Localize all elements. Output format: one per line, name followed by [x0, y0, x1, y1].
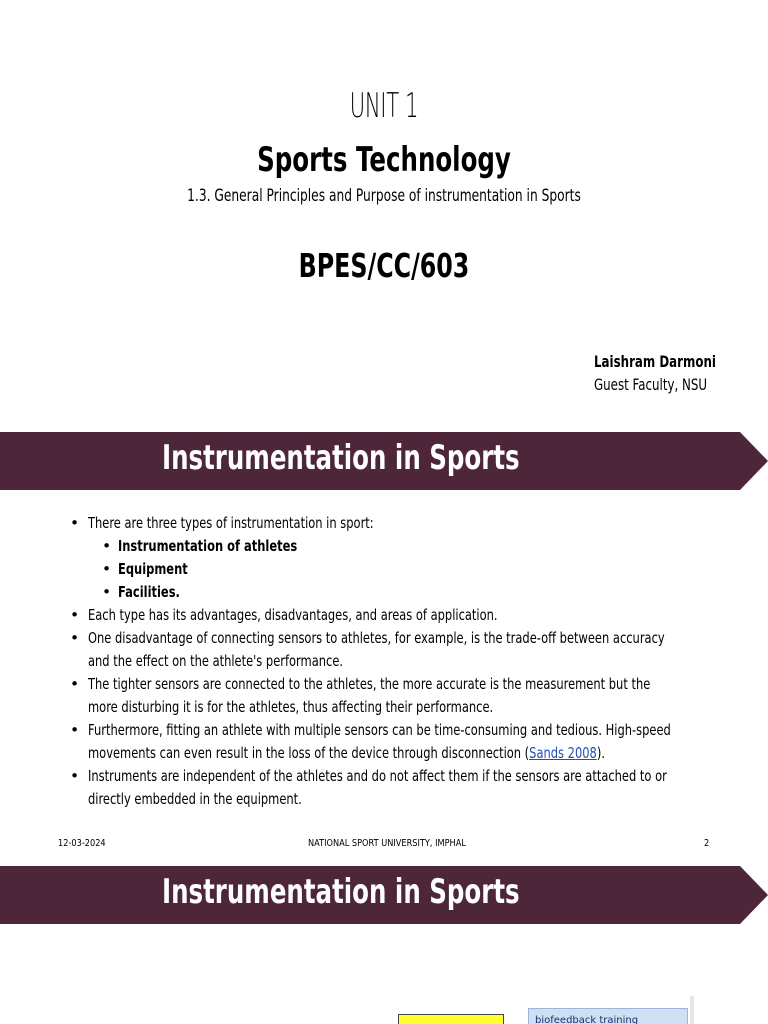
bullet-list [70, 512, 710, 811]
footer-date [58, 838, 116, 849]
diagram-label: biofeedback training [535, 1015, 639, 1024]
sub-list-item [102, 558, 710, 581]
author-name: Laishram Darmoni [594, 352, 716, 371]
banner-title: Instrumentation in Sports [162, 872, 520, 912]
slide-banner [0, 432, 768, 490]
next-slide [0, 864, 768, 1024]
diagram-edge [690, 996, 694, 1024]
author-block [594, 352, 764, 394]
bullet-content [70, 512, 710, 811]
footer-institution [308, 838, 501, 849]
list-item [70, 765, 710, 811]
bullet-text-with-citation [88, 742, 605, 765]
sub-bullet-text: • Equipment [118, 560, 188, 578]
course-title: Sports Technology [257, 140, 511, 180]
sub-bullet-text: • Facilities. [118, 583, 180, 601]
topic-subtitle: 1.3. General Principles and Purpose of instrumentation in Sports [187, 186, 581, 206]
banner-title: Instrumentation in Sports [162, 438, 520, 478]
list-item [70, 604, 710, 627]
bullet-text: • Instruments are independent of the athletes and do not affect them if the sensors are attached to or [88, 767, 667, 785]
bullet-text: • The tighter sensors are connected to the athletes, the more accurate is the measurement but the [88, 675, 651, 693]
author-role: Guest Faculty, NSU [594, 375, 708, 394]
footer-page-number [704, 838, 710, 849]
bullet-text: more disturbing it is for the athletes, thus affecting their performance. [88, 698, 494, 716]
content-slide [0, 432, 768, 862]
bullet-text: • Furthermore, fitting an athlete with multiple sensors can be time-consuming and tedious. High-speed [88, 721, 671, 739]
bullet-text: ). [596, 744, 605, 762]
bullet-text: movements can even result in the loss of the device through disconnection ( [88, 744, 530, 762]
slide-banner [0, 866, 768, 924]
page-number-text: 2 [704, 838, 710, 849]
unit-heading: UNIT 1 [349, 86, 419, 126]
sub-list-item [102, 581, 710, 604]
bullet-text: and the effect on the athlete's performance. [88, 652, 344, 670]
list-item [70, 627, 710, 673]
bullet-text: • Each type has its advantages, disadvantages, and areas of application. [88, 606, 498, 624]
sub-bullet-text: • Instrumentation of athletes [118, 537, 298, 555]
list-item [70, 719, 710, 765]
bullet-text: • One disadvantage of connecting sensors to athletes, for example, is the trade-off between accuracy [88, 629, 665, 647]
bullet-text: directly embedded in the equipment. [88, 790, 302, 808]
title-slide [0, 0, 768, 420]
diagram-box-yellow [398, 1014, 504, 1024]
bullet-text: • There are three types of instrumentation in sport: [88, 514, 374, 532]
list-item [70, 512, 710, 604]
diagram-box-blue [528, 1008, 688, 1024]
footer-institution-text: NATIONAL SPORT UNIVERSITY, IMPHAL [308, 838, 466, 849]
sub-bullet-list [102, 535, 710, 604]
footer-date-text: 12-03-2024 [58, 838, 106, 849]
list-item [70, 673, 710, 719]
course-code: BPES/CC/603 [298, 246, 470, 285]
citation-link[interactable]: Sands 2008 [529, 744, 597, 762]
sub-list-item [102, 535, 710, 558]
